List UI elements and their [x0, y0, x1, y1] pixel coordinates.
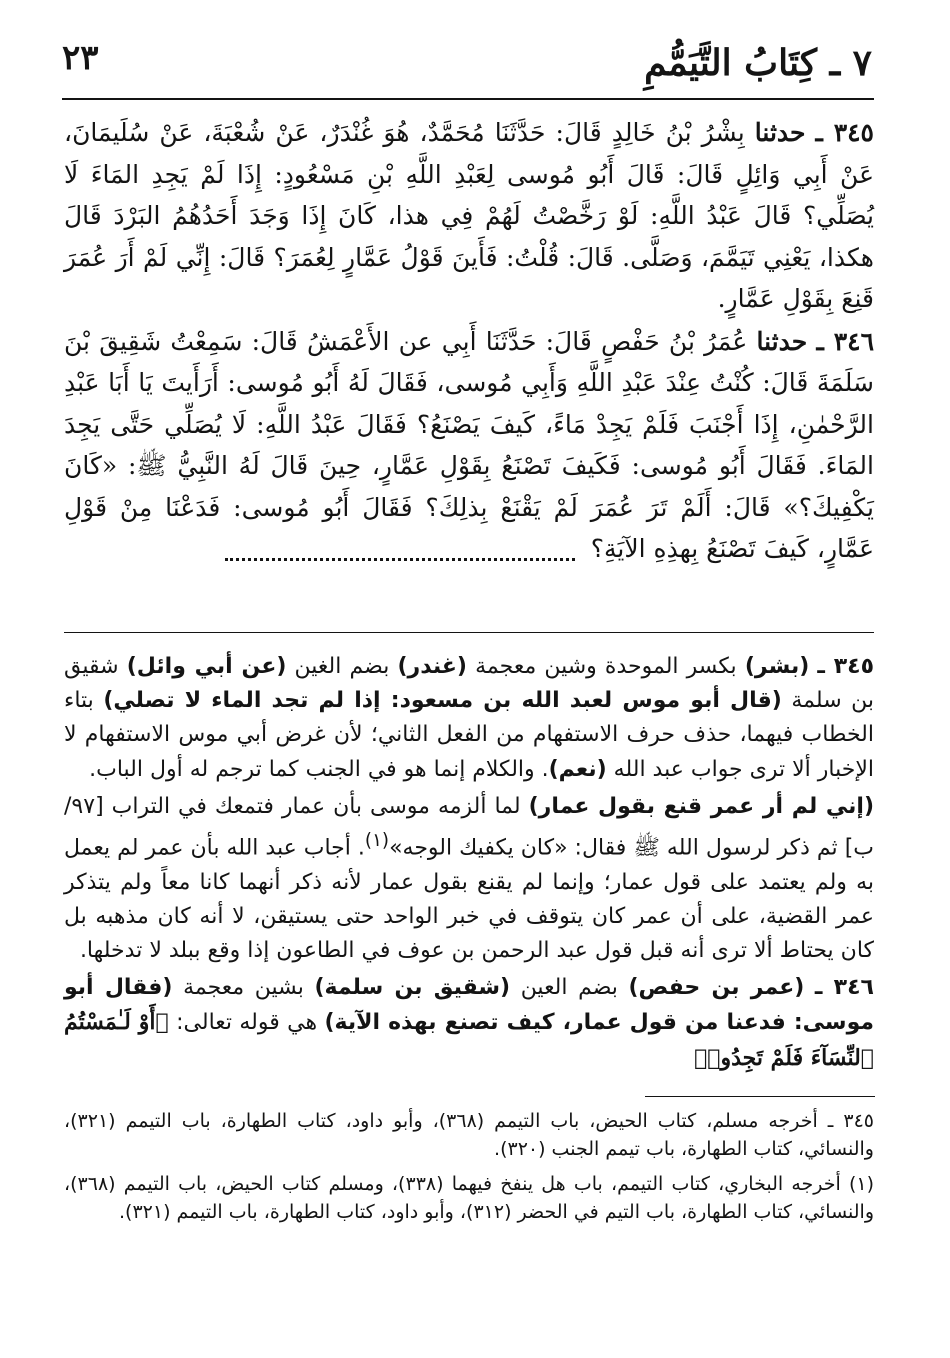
- term: (غندر): [397, 654, 467, 679]
- commentary-text: بكسر الموحدة وشين معجمة: [475, 654, 737, 679]
- term: (إني لم أر عمر قنع بقول عمار): [528, 793, 874, 819]
- hadith-345: [64, 112, 874, 320]
- term: (شقيق بن سلمة): [314, 975, 511, 1001]
- commentary-number: ٣٤٦ ـ: [814, 975, 874, 1001]
- footnote-345: ٣٤٥ ـ أخرجه مسلم، كتاب الحيض، باب التيمم (٣٦٨)، وأبو داود، كتاب الطهارة، باب التيمم (٣٢١)، والنسائي، كتاب الطهارة، باب تيمم الجنب (٣٢٠).: [64, 1110, 874, 1160]
- commentary-text: بشين معجمة: [183, 975, 304, 1001]
- continuation-leader: [225, 540, 575, 561]
- commentary: [64, 650, 874, 1079]
- commentary-346: [64, 971, 874, 1076]
- commentary-text: لما ألزمه موسى بأن عمار فتمعك في التراب [٩٧/ب] ثم ذكر لرسول الله ﷺ فقال: «كان يكفيك الوجه»: [64, 793, 874, 861]
- hadith-number: ٣٤٥ ـ: [815, 118, 874, 147]
- commentary-number: ٣٤٥ ـ: [817, 654, 875, 679]
- commentary-text: . والكلام إنما هو في الجنب كما ترجم له أول الباب.: [89, 756, 549, 782]
- footnote-divider: [645, 1096, 875, 1097]
- term: (نعم): [548, 756, 607, 782]
- commentary-text: هي قوله تعالى:: [176, 1010, 318, 1036]
- commentary-345: [64, 650, 874, 787]
- commentary-umar: [64, 790, 874, 968]
- commentary-text: بتاء الخطاب فيهما، حذف حرف الاستفهام من الفعل الثاني؛ لأن غرض أبي موس الاستفهام لا الإخبار ألا ترى جواب عبد الله: [64, 688, 874, 782]
- term: (عن أبي وائل): [126, 654, 287, 679]
- chapter-title: ٧ ـ كِتَابُ التَّيَمُّمِ: [644, 42, 872, 84]
- commentary-text: . أجاب عبد الله بأن عمر لم يعمل به ولم يعتمد على قول عمار؛ وإنما لم يقنع بقول عمار لأنه ذكر أنهما كانا معاً ولم يتذكر عمر القضية، على أن عمر كان يتوقف في خبر الواحد حتى يستيقن، لا أنه كان مذهبه بل كان يحتاط ألا ترى أنه قبل قول عبد الرحمن بن عوف في الطاعون إذا وقع ببلد لا تدخلها.: [64, 835, 874, 963]
- footnotes: [64, 1108, 874, 1234]
- hadith-number: ٣٤٦ ـ: [816, 326, 875, 356]
- term: (قال أبو موس لعبد الله بن مسعود: إذا لم تجد الماء لا تصلي): [103, 688, 782, 714]
- quran-verse: ﴿أَوْ لَـٰمَسْتُمُ ٱلنِّسَآءَ فَلَمْ تَجِدُوا۟: [64, 1009, 874, 1071]
- page-header: [62, 38, 872, 96]
- commentary-text: بضم الغين: [294, 654, 390, 679]
- commentary-divider: [64, 632, 874, 633]
- narrator-keyword: حدثنا: [754, 118, 806, 147]
- hadith-body: عُمَرُ بْنُ حَفْصٍ قَالَ: حَدَّثَنَا أَبِي عن الأَعْمَشُ قَالَ: سَمِعْتُ شَقِيقَ بْنَ سَلَمَةَ قَالَ: كُنْتُ عِنْدَ عَبْدِ اللَّهِ وَأَبِي مُوسى، فَقَالَ لَهُ أَبُو مُوسى: أَرَأَيتَ يَا أَبَا عَبْدِ الرَّحْمٰنِ، إِذَا أَجْنَبَ فَلَمْ يَجِدْ مَاءً، كَيفَ يَصْنَعُ؟ فَقَالَ عَبْدُ اللَّهِ: لَا يُصَلِّي حَتَّى يَجِدَ المَاءَ. فَقَالَ أَبُو مُوسى: فَكَيفَ تَصْنَعُ بِقَوْلِ عَمَّارٍ، حِينَ قَالَ لَهُ النَّبِيُّ ﷺ: «كَانَ يَكْفِيكَ؟» قَالَ: أَلَمْ تَرَ عُمَرَ لَمْ يَقْنَعْ بِذلِكَ؟ فَقَالَ أَبُو مُوسى: فَدَعْنَا مِنْ قَوْلِ عَمَّارٍ، كَيفَ تَصْنَعُ بِهذِهِ الآيَةِ؟: [64, 326, 874, 563]
- hadith-346: [64, 321, 874, 570]
- commentary-text: بضم العين: [520, 975, 618, 1001]
- footnote-marker[interactable]: (١): [364, 830, 390, 852]
- term: (عمر بن حفص): [628, 975, 805, 1001]
- footnote-1: (١) أخرجه البخاري، كتاب التيمم، باب هل ينفخ فيهما (٣٣٨)، ومسلم كتاب الحيض، باب التيمم (٣٦٨)، والنسائي، كتاب الطهارة، باب التيم في الحضر (٣١٢)، وأبو داود، كتاب الطهارة، باب التيمم (٣٢١).: [64, 1173, 874, 1223]
- term: (بشر): [744, 654, 810, 679]
- header-divider: [62, 98, 874, 100]
- narrator-keyword: حدثنا: [756, 326, 808, 356]
- term: (فقال أبو موسى: فدعنا من قول عمار، كيف تصنع بهذه الآية): [64, 975, 874, 1036]
- hadith-text: [64, 112, 874, 571]
- hadith-body: بِشْرُ بْنُ خَالِدٍ قَالَ: حَدَّثَنَا مُحَمَّدٌ، هُوَ غُنْدَرٌ، عَنْ شُعْبَةَ، عَنْ سُلَيمَانَ، عَنْ أَبِي وَائِلٍ قَالَ: قَالَ أَبُو مُوسى لِعَبْدِ اللَّهِ بْنِ مَسْعُودٍ: إِذَا لَمْ يَجِدِ المَاءَ لَا يُصَلِّي؟ قَالَ عَبْدُ اللَّهِ: لَوْ رَخَّصْتُ لَهُمْ فِي هذا، كَانَ إِذَا وَجَدَ أَحَدُهُمُ البَرْدَ قَالَ هكذا، يَعْنِي تَيَمَّمَ، وَصَلَّى. قَالَ: قُلْتُ: فَأَينَ قَوْلُ عَمَّارٍ لِعُمَرَ؟ قَالَ: إِنِّي لَمْ أَرَ عُمَرَ قَنِعَ بِقَوْلِ عَمَّارٍ.: [64, 118, 874, 313]
- commentary-text: شقيق بن سلمة: [64, 654, 875, 714]
- page-number: ٢٣: [62, 38, 99, 78]
